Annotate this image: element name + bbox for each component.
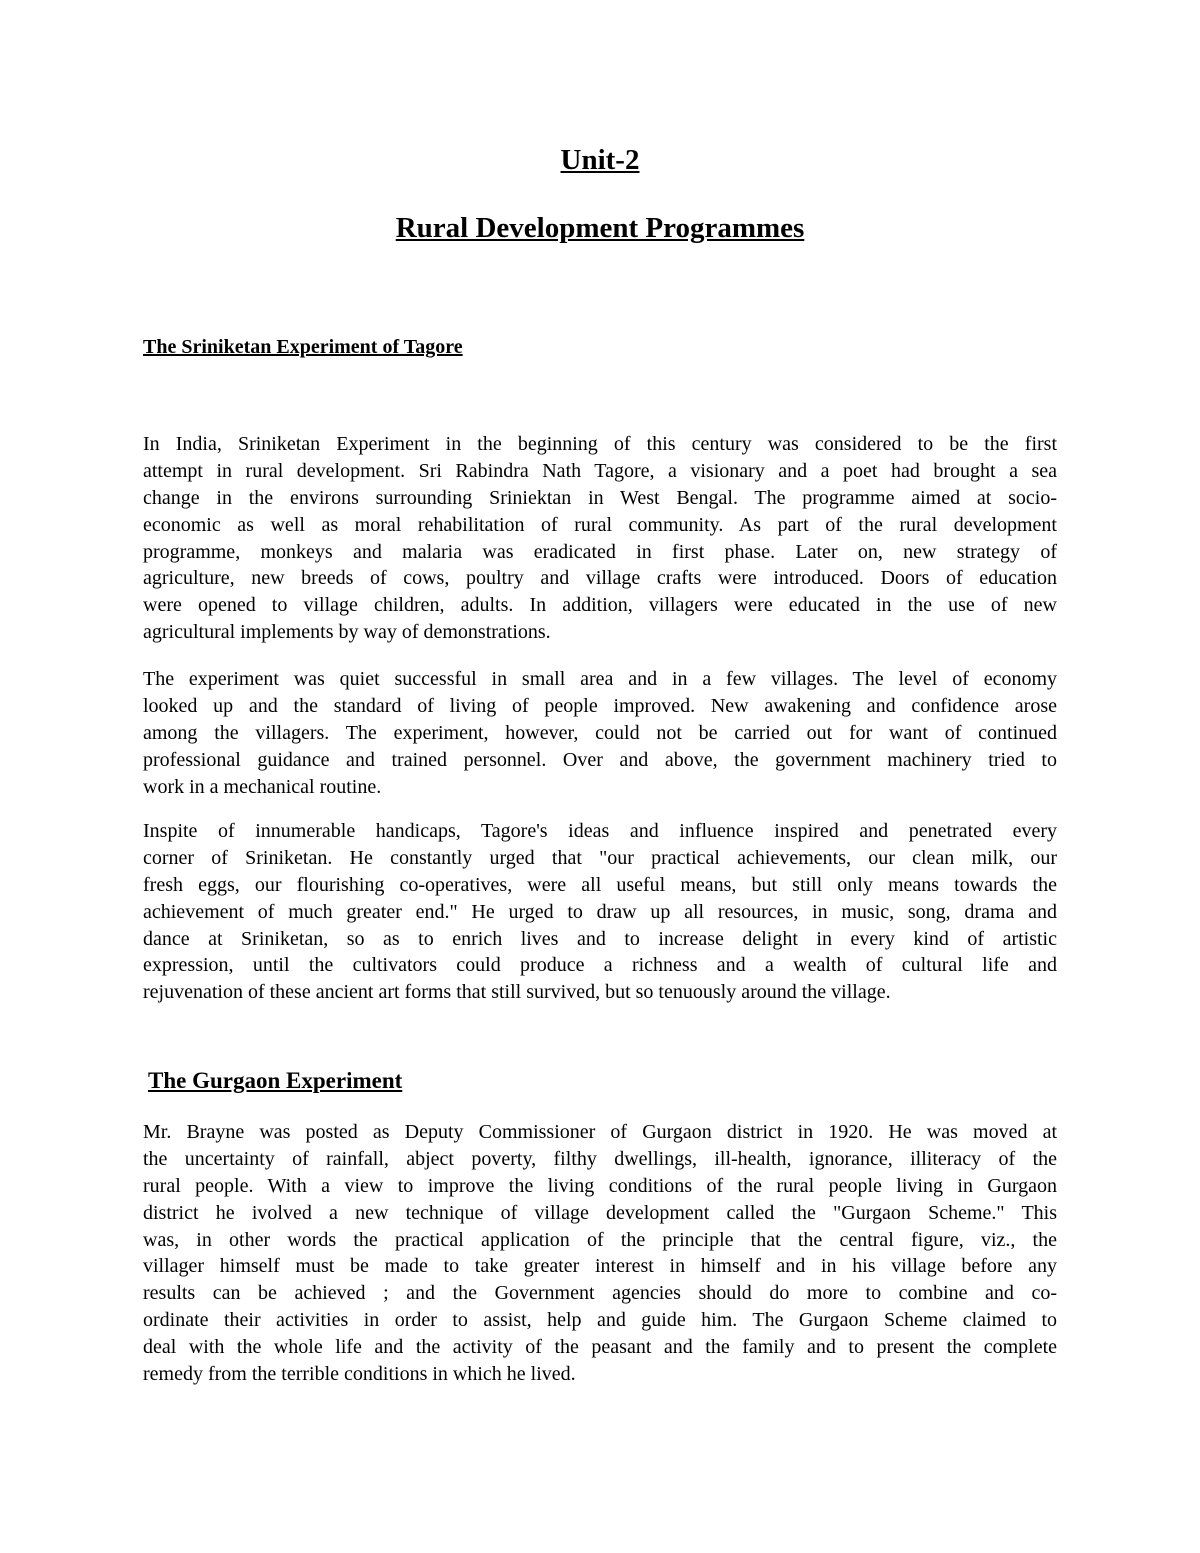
text-line: rejuvenation of these ancient art forms that still survived, but so tenuously around the village. xyxy=(143,981,891,1004)
text-line: expression, until the cultivators could produce a richness and a wealth of cultural life and xyxy=(143,954,1057,977)
text-line: were opened to village children, adults. In addition, villagers were educated in the use of new xyxy=(143,594,1057,617)
paragraph xyxy=(143,818,1057,1006)
text-line: corner of Sriniketan. He constantly urged that "our practical achievements, our clean milk, our xyxy=(143,846,1057,869)
document-title: Rural Development Programmes xyxy=(395,212,805,244)
text-line: district he ivolved a new technique of village development called the "Gurgaon Scheme." This xyxy=(143,1201,1057,1224)
text-line: Mr. Brayne was posted as Deputy Commissioner of Gurgaon district in 1920. He was moved at xyxy=(143,1121,1057,1143)
text-line: agricultural implements by way of demonstrations. xyxy=(143,621,551,644)
text-line: among the villagers. The experiment, however, could not be carried out for want of continued xyxy=(143,721,1057,744)
text-line: dance at Sriniketan, so as to enrich lives and to increase delight in every kind of artistic xyxy=(143,927,1057,950)
text-line: professional guidance and trained personnel. Over and above, the government machinery tried to xyxy=(143,748,1057,771)
text-line: fresh eggs, our flourishing co-operatives, were all useful means, but still only means towards the xyxy=(143,873,1057,896)
text-line: economic as well as moral rehabilitation of rural community. As part of the rural development xyxy=(143,513,1057,536)
text-line: villager himself must be made to take greater interest in himself and in his village before any xyxy=(143,1255,1057,1278)
text-line: remedy from the terrible conditions in which he lived. xyxy=(143,1363,576,1386)
text-line: looked up and the standard of living of people improved. New awakening and confidence arose xyxy=(143,694,1057,717)
text-line: In India, Sriniketan Experiment in the beginning of this century was considered to be the first xyxy=(143,433,1057,455)
text-line: Inspite of innumerable handicaps, Tagore's ideas and influence inspired and penetrated every xyxy=(143,820,1057,842)
paragraph xyxy=(143,1119,1057,1388)
unit-heading: Unit-2 xyxy=(560,144,640,176)
section-heading-gurgaon: The Gurgaon Experiment xyxy=(148,1068,403,1093)
paragraph xyxy=(143,431,1057,646)
section-heading-sriniketan: The Sriniketan Experiment of Tagore xyxy=(143,336,463,358)
text-line: The experiment was quiet successful in small area and in a few villages. The level of economy xyxy=(143,668,1057,690)
text-line: change in the environs surrounding Sriniektan in West Bengal. The programme aimed at socio- xyxy=(143,486,1057,509)
text-line: ordinate their activities in order to assist, help and guide him. The Gurgaon Scheme claimed to xyxy=(143,1309,1057,1332)
text-line: the uncertainty of rainfall, abject poverty, filthy dwellings, ill-health, ignorance, illiteracy of the xyxy=(143,1147,1057,1170)
text-line: agriculture, new breeds of cows, poultry and village crafts were introduced. Doors of education xyxy=(143,567,1057,590)
text-line: work in a mechanical routine. xyxy=(143,775,382,798)
text-line: attempt in rural development. Sri Rabindra Nath Tagore, a visionary and a poet had brought a sea xyxy=(143,459,1057,482)
paragraph xyxy=(143,666,1057,800)
text-line: achievement of much greater end." He urged to draw up all resources, in music, song, drama and xyxy=(143,900,1057,923)
text-line: results can be achieved ; and the Government agencies should do more to combine and co- xyxy=(143,1282,1057,1305)
text-line: rural people. With a view to improve the living conditions of the rural people living in Gurgaon xyxy=(143,1174,1057,1197)
text-line: was, in other words the practical application of the principle that the central figure, viz., the xyxy=(143,1228,1057,1251)
text-line: programme, monkeys and malaria was eradicated in first phase. Later on, new strategy of xyxy=(143,540,1057,563)
text-line: deal with the whole life and the activity of the peasant and the family and to present the complete xyxy=(143,1336,1057,1359)
